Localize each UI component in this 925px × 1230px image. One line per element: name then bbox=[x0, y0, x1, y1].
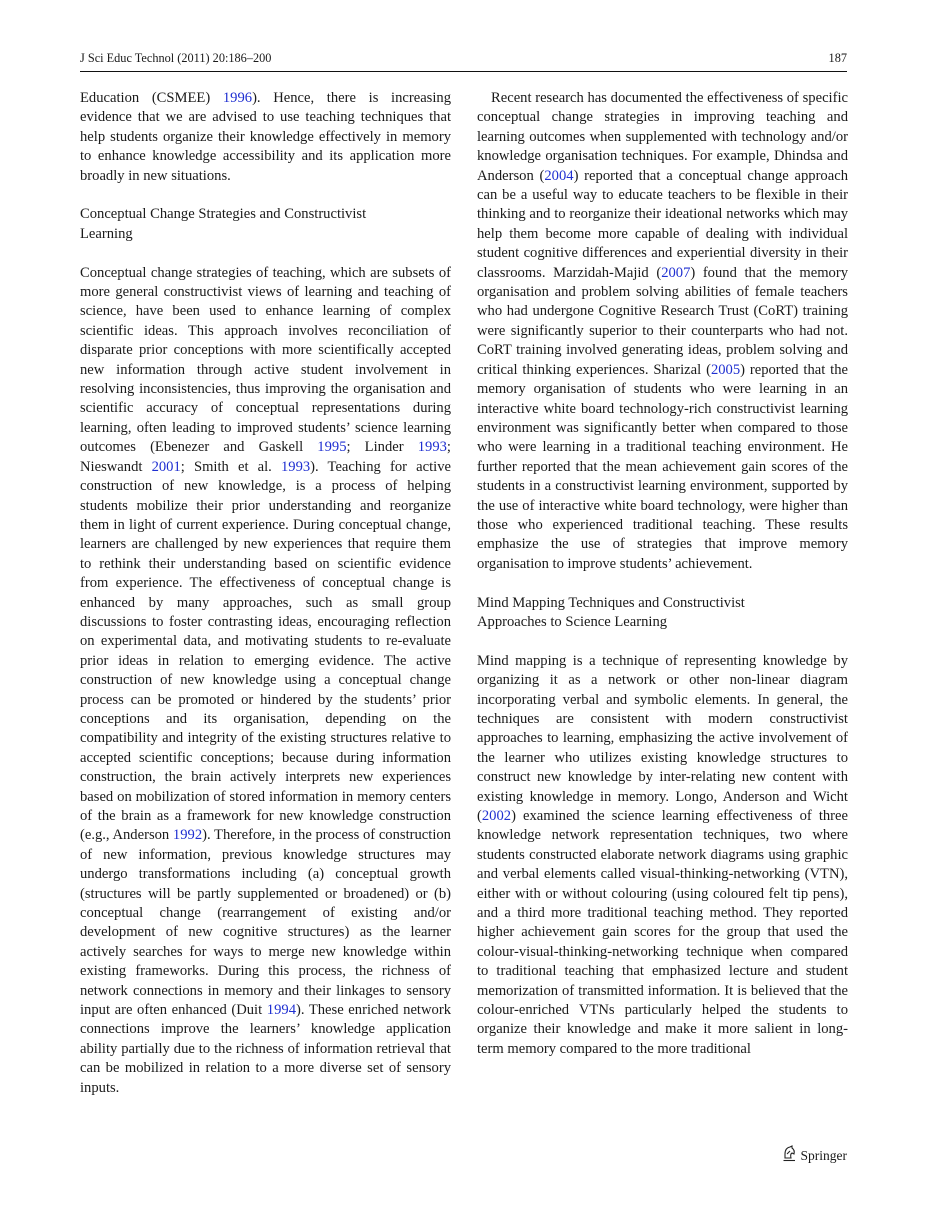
citation-link[interactable]: 1993 bbox=[417, 439, 447, 456]
citation-link[interactable]: 1994 bbox=[266, 1002, 296, 1019]
section-heading: Mind Mapping Techniques and Constructivist Approaches to Science Learning bbox=[477, 594, 745, 630]
left-column bbox=[80, 89, 451, 1098]
paragraph: Education (CSMEE) 1996). Hence, there is increasing evidence that we are advised to use teaching techniques that help students organize their knowledge effectively in memory to enhance knowledge accessibility and its application more broadly in new situations. bbox=[80, 90, 452, 184]
page-number: 187 bbox=[828, 51, 847, 65]
citation-link[interactable]: 2005 bbox=[710, 361, 741, 378]
publisher-name: Springer bbox=[800, 1147, 847, 1163]
journal-citation: J Sci Educ Technol (2011) 20:186–200 bbox=[80, 51, 272, 65]
citation-link[interactable]: 1995 bbox=[317, 439, 347, 456]
citation-link[interactable]: 1996 bbox=[222, 90, 253, 106]
springer-horse-icon bbox=[782, 1145, 797, 1166]
citation-link[interactable]: 1993 bbox=[280, 458, 311, 475]
citation-link[interactable]: 2004 bbox=[544, 167, 574, 184]
citation-link[interactable]: 2007 bbox=[661, 264, 691, 281]
citation-link[interactable]: 1992 bbox=[172, 827, 203, 844]
right-column bbox=[477, 89, 848, 1059]
paragraph: Recent research has documented the effectiveness of specific conceptual change strategies in improving teaching and learning outcomes when supplemented with technology and/or knowledge organisation techniques. For example, Dhindsa and Anderson (2004) reported that a conceptual change approach can be a useful way to educate teachers to be flexible in their thinking and to reorganize their ideational networks which may help them become more capable of dealing with individual student cognitive differences and experiential diversity in their classrooms. Marzidah-Majid (2007) found that the memory organisation and problem solving abilities of female teachers who had undergone Cognitive Research Trust (CoRT) training were significantly superior to their counterparts who had not. CoRT training involved generating ideas, problem solving and critical thinking experiences. Sharizal (2005) reported that the memory organisation of students who were learning in an interactive white board technology-rich constructivist learning environment was significantly better when compared to those who were learning in a traditional teaching environment. He further reported that the mean achievement gain scores of the students in a constructivist learning environment, supported by the use of interactive white board technology, were higher than those who experienced traditional teaching. These results emphasize the use of strategies that improve memory organisation to improve students’ achievement. bbox=[477, 90, 848, 572]
publisher-footer bbox=[782, 1145, 848, 1166]
citation-link[interactable]: 2001 bbox=[151, 458, 181, 475]
paragraph: Mind mapping is a technique of representing knowledge by organizing it as a network or other non-linear diagram incorporating verbal and symbolic elements. In general, the techniques are consistent with modern constructivist approaches to learning, emphasizing the active involvement of the learner who utilizes existing knowledge structures to construct new knowledge by inter-relating new content with existing knowledge in memory. Longo, Anderson and Wicht (2002) examined the science learning effectiveness of three knowledge network representation techniques, two where students constructed elaborate network diagrams using graphic and verbal elements called visual-thinking-networking (VTN), either with or without colouring (using coloured felt tip pens), and a third more traditional teaching method. They reported higher achievement gain scores for the group that used the colour-visual-thinking-networking technique when compared to traditional teaching that emphasized lecture and student memorization of transmitted information. It is believed that the colour-enriched VTNs particularly helped the students to organize their knowledge and make it more salient in long-term memory compared to the more traditional bbox=[477, 652, 848, 1057]
section-heading: Conceptual Change Strategies and Constructivist Learning bbox=[80, 206, 367, 242]
paragraph: Conceptual change strategies of teaching, which are subsets of more general constructivist views of learning and teaching of science, have been used to enhance learning of complex scientific ideas. This approach involves reconciliation of disparate prior conceptions with more scientifically accepted new information through active student involvement in resolving inconsistencies, thus improving the organisation and scientific accuracy of conceptual representations during learning, often leading to improved students’ science learning outcomes (Ebenezer and Gaskell 1995; Linder 1993; Nieswandt 2001; Smith et al. 1993). Teaching for active construction of new knowledge, is a process of helping students mobilize their prior understanding and reorganize them in light of current experience. During conceptual change, learners are challenged by new experiences that require them to rethink their understanding based on scientific evidence from experience. The effectiveness of conceptual change is enhanced by many approaches, such as small group discussions to foster contrasting ideas, encouraging reflection on experimental data, and motivating students to re-evaluate prior ideas in relation to emerging evidence. The active construction of new knowledge using a conceptual change process can be promoted or hindered by the students’ prior conceptions and its organisation, depending on the compatibility and integrity of the existing structures relative to accepted scientific conceptions; because during information construction, the brain actively interprets new experiences based on mobilization of stored information in memory centers of the brain as a framework for new knowledge construction (e.g., Anderson 1992). Therefore, in the process of construction of new information, previous knowledge structures may undergo transformations including (a) conceptual growth (structures will be partly supplemented or broadened) or (b) conceptual change (rearrangement of existing and/or development of new cognitive structures) as the learner actively searches for ways to merge new knowledge within existing frameworks. During this process, the richness of network connections in memory and their linkages to sensory input are often enhanced (Duit 1994). These enriched network connections improve the learners’ knowledge application ability partially due to the richness of information retrieval that can be mobilized in relation to a more diverse set of sensory inputs. bbox=[80, 264, 451, 1096]
citation-link[interactable]: 2002 bbox=[481, 808, 512, 824]
running-header bbox=[80, 49, 847, 72]
